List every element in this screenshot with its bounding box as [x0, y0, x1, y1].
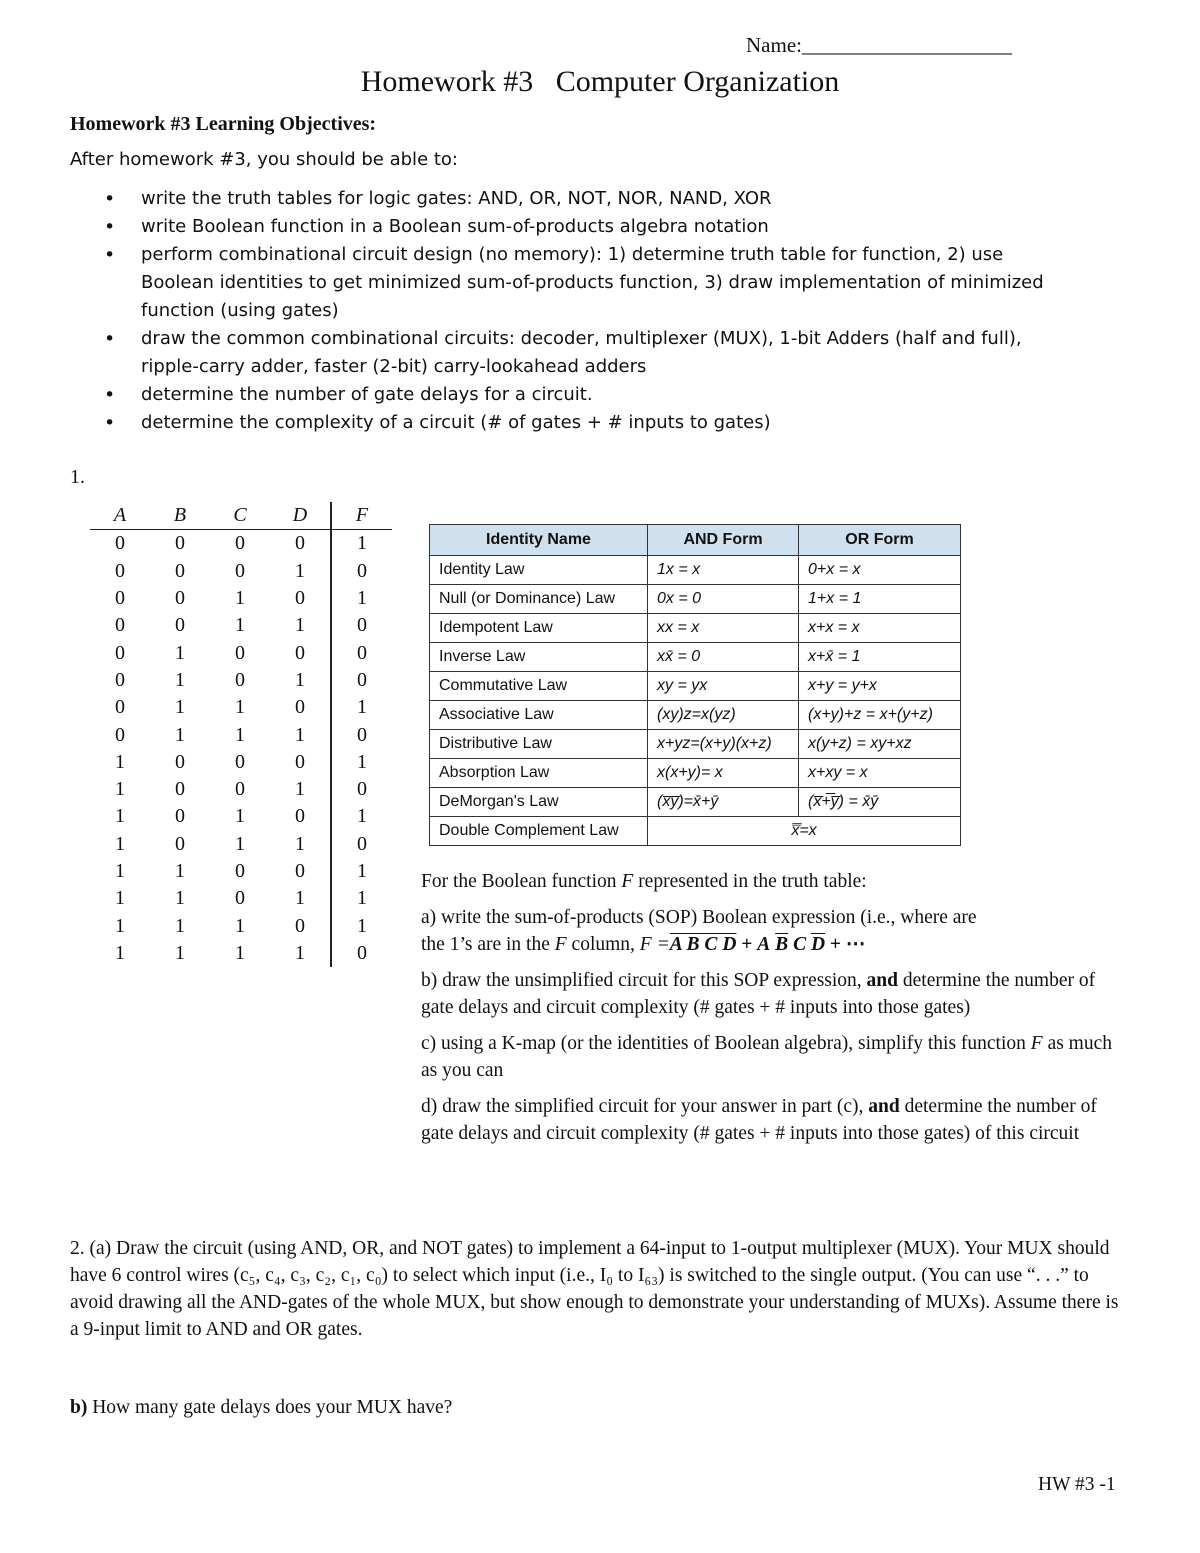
and-form-cell: xy = yx: [648, 672, 799, 701]
and-form-cell: xx = x: [648, 614, 799, 643]
and-form-cell: x(x+y)= x: [648, 759, 799, 788]
or-form-cell: x+xy = x: [799, 759, 961, 788]
q1-part-b: b) draw the unsimplified circuit for this SOP expression, and determine the number of gate delays and circuit complexity (# gates + # inputs into those gates): [421, 970, 1096, 1018]
truth-table-header: A: [90, 502, 150, 530]
truth-table-cell: 1: [295, 778, 305, 801]
truth-table-cell: 1: [331, 885, 392, 912]
truth-table-cell: 0: [295, 860, 305, 882]
objective-item: • write the truth tables for logic gates: AND, OR, NOT, NOR, NAND, XOR: [104, 185, 1114, 213]
truth-table-header: F: [331, 502, 392, 530]
objective-item: • write Boolean function in a Boolean sum-of-products algebra notation: [104, 213, 1114, 241]
question-2-part-b: b) How many gate delays does your MUX have?: [70, 1397, 453, 1418]
truth-table-cell: 1: [331, 803, 392, 830]
truth-table-header: B: [150, 502, 210, 530]
question-1-text: [421, 868, 1121, 1156]
truth-table-row: [90, 585, 392, 612]
truth-table-cell: 0: [175, 587, 185, 610]
identity-table-row: [430, 585, 961, 614]
identity-table-row: [430, 701, 961, 730]
truth-table: [90, 502, 392, 967]
identity-table-row: [430, 556, 961, 585]
truth-table-cell: 1: [295, 941, 305, 964]
truth-table-cell: 1: [235, 723, 245, 746]
objectives-intro: After homework #3, you should be able to:: [70, 149, 458, 170]
truth-table-row: [90, 612, 392, 639]
and-form-cell: 0x = 0: [648, 585, 799, 614]
objective-item: • determine the number of gate delays for a circuit.: [104, 381, 1114, 409]
objective-item: • perform combinational circuit design (no memory): 1) determine truth table for function, 2) use Boolean identities to get minimized sum-of-products function, 3) draw implementation of minimized function (using gates): [104, 241, 1114, 325]
truth-table-cell: 1: [235, 587, 245, 610]
name-label: Name:: [746, 33, 802, 57]
truth-table-cell: 0: [115, 668, 125, 691]
truth-table-cell: 1: [235, 696, 245, 719]
truth-table-cell: 1: [115, 832, 125, 855]
and-form-cell: (xy)z=x(yz): [648, 701, 799, 730]
truth-table-cell: 0: [175, 614, 185, 637]
objectives-heading: Homework #3 Learning Objectives:: [70, 113, 377, 135]
truth-table-row: [90, 639, 392, 666]
q1-part-d: d) draw the simplified circuit for your answer in part (c), and determine the number of gate delays and circuit complexity (# gates + # inputs into those gates) of this circuit: [421, 1096, 1097, 1144]
truth-table-row: [90, 558, 392, 585]
truth-table-cell: 0: [331, 721, 392, 748]
truth-table-row: [90, 831, 392, 858]
question-1-number: 1.: [70, 466, 85, 488]
truth-table-cell: 0: [295, 750, 305, 773]
truth-table-cell: 0: [235, 559, 245, 582]
name-line: [746, 33, 1012, 58]
truth-table-cell: 1: [331, 694, 392, 721]
truth-table-cell: 1: [235, 805, 245, 828]
truth-table-cell: 0: [331, 776, 392, 803]
truth-table-cell: 1: [175, 641, 185, 664]
truth-table-cell: 0: [331, 831, 392, 858]
truth-table-cell: 1: [115, 941, 125, 964]
truth-table-cell: 1: [175, 914, 185, 937]
truth-table-cell: 1: [115, 914, 125, 937]
truth-table-cell: 1: [331, 530, 392, 558]
truth-table-cell: 0: [295, 805, 305, 828]
truth-table-cell: 0: [175, 778, 185, 801]
identity-table-row: [430, 672, 961, 701]
truth-table-cell: 0: [115, 587, 125, 610]
or-form-cell: x+x = x: [799, 614, 961, 643]
truth-table-cell: 0: [115, 559, 125, 582]
truth-table-cell: 0: [115, 723, 125, 746]
truth-table-cell: 1: [115, 887, 125, 910]
truth-table-cell: 0: [295, 914, 305, 937]
q1-part-c: c) using a K-map (or the identities of Boolean algebra), simplify this function F as much as you can: [421, 1033, 1113, 1081]
truth-table-cell: 1: [295, 668, 305, 691]
truth-table-cell: 0: [235, 668, 245, 691]
and-form-cell: x+yz=(x+y)(x+z): [648, 730, 799, 759]
identity-table-row: [430, 643, 961, 672]
question-2-part-a: 2. (a) Draw the circuit (using AND, OR, and NOT gates) to implement a 64-input to 1-output multiplexer (MUX). Your MUX should have 6 control wires (c₅, c₄, c₃, c₂, c₁, c₀) to select which input (i.e., I₀ to I₆₃) is switched to the single output. (You can use “. . .” to avoid drawing all the AND-gates of the whole MUX, but show enough to demonstrate your understanding of MUXs). Assume there is a 9-input limit to AND and OR gates.: [70, 1238, 1119, 1340]
and-form-cell: (x̅y̅)=x̄+ȳ: [648, 788, 799, 817]
truth-table-cell: 0: [235, 887, 245, 910]
truth-table-cell: 1: [295, 614, 305, 637]
truth-table-cell: 1: [295, 723, 305, 746]
identity-name-cell: Inverse Law: [430, 643, 648, 672]
or-form-cell: (x+y)+z = x+(y+z): [799, 701, 961, 730]
objectives-list: [104, 185, 1114, 437]
truth-table-row: [90, 749, 392, 776]
truth-table-cell: 0: [175, 805, 185, 828]
identity-table-row: [430, 759, 961, 788]
truth-table-cell: 1: [331, 585, 392, 612]
identity-table-header-row: [430, 525, 961, 556]
truth-table-cell: 0: [331, 558, 392, 585]
or-form-cell: x(y+z) = xy+xz: [799, 730, 961, 759]
or-form-cell: x+y = y+x: [799, 672, 961, 701]
identity-table-row: [430, 614, 961, 643]
truth-table-cell: 1: [175, 668, 185, 691]
truth-table-row: [90, 667, 392, 694]
truth-table-cell: 0: [115, 641, 125, 664]
truth-table-cell: 1: [115, 860, 125, 882]
truth-table-cell: 1: [235, 832, 245, 855]
sop-term-1: A B C D: [669, 934, 737, 955]
truth-table-cell: 0: [235, 750, 245, 773]
identity-name-cell: Absorption Law: [430, 759, 648, 788]
truth-table-cell: 1: [115, 778, 125, 801]
truth-table-cell: 1: [331, 912, 392, 939]
truth-table-cell: 0: [175, 532, 185, 555]
or-form-cell: 1+x = 1: [799, 585, 961, 614]
identity-table-header: AND Form: [648, 525, 799, 556]
or-form-cell: 0+x = x: [799, 556, 961, 585]
truth-table-cell: 0: [175, 559, 185, 582]
page-title: Homework #3 Computer Organization: [360, 65, 840, 98]
truth-table-cell: 1: [295, 559, 305, 582]
truth-table-header-row: [90, 502, 392, 530]
truth-table-cell: 0: [175, 832, 185, 855]
and-form-cell: 1x = x: [648, 556, 799, 585]
truth-table-cell: 0: [331, 639, 392, 666]
truth-table-cell: 0: [175, 750, 185, 773]
identity-table-header: Identity Name: [430, 525, 648, 556]
truth-table-cell: 0: [331, 612, 392, 639]
truth-table-cell: 0: [295, 587, 305, 610]
identity-table-header: OR Form: [799, 525, 961, 556]
double-complement-form-cell: x̿=x: [648, 817, 961, 846]
truth-table-row: [90, 858, 392, 885]
truth-table-row: [90, 885, 392, 912]
truth-table-cell: 1: [235, 614, 245, 637]
truth-table-cell: 0: [331, 667, 392, 694]
truth-table-cell: 1: [115, 750, 125, 773]
truth-table-cell: 0: [115, 532, 125, 555]
identity-name-cell: Associative Law: [430, 701, 648, 730]
identity-name-cell: Null (or Dominance) Law: [430, 585, 648, 614]
page-footer: HW #3 -1: [1038, 1474, 1116, 1495]
truth-table-cell: 1: [331, 749, 392, 776]
truth-table-cell: 0: [115, 614, 125, 637]
truth-table-cell: 1: [295, 887, 305, 910]
truth-table-cell: 0: [235, 532, 245, 555]
truth-table-cell: 0: [295, 696, 305, 719]
truth-table-cell: 1: [295, 832, 305, 855]
truth-table-cell: 1: [115, 805, 125, 828]
objective-item: • determine the complexity of a circuit (# of gates + # inputs to gates): [104, 409, 1114, 437]
identity-name-cell: Idempotent Law: [430, 614, 648, 643]
truth-table-cell: 0: [235, 778, 245, 801]
identity-table-row: [430, 817, 961, 846]
truth-table-cell: 1: [331, 858, 392, 885]
truth-table-cell: 0: [235, 860, 245, 882]
truth-table-row: [90, 530, 392, 558]
truth-table-cell: 0: [295, 532, 305, 555]
truth-table-header: D: [270, 502, 331, 530]
truth-table-cell: 0: [295, 641, 305, 664]
truth-table-row: [90, 940, 392, 967]
truth-table-row: [90, 694, 392, 721]
objective-item: • draw the common combinational circuits: decoder, multiplexer (MUX), 1-bit Adders (half and full), ripple-carry adder, faster (2-bit) carry-lookahead adders: [104, 325, 1114, 381]
q1-part-a: a) write the sum-of-products (SOP) Boolean expression (i.e., where are the 1’s are in the F column, F =A B C D + A $\overline{B}$ C $\overline{D}$ + ⋯: [421, 907, 977, 955]
and-form-cell: xx̄ = 0: [648, 643, 799, 672]
identity-name-cell: DeMorgan's Law: [430, 788, 648, 817]
truth-table-row: [90, 721, 392, 748]
truth-table-cell: 0: [235, 641, 245, 664]
truth-table-cell: 1: [175, 887, 185, 910]
truth-table-cell: 1: [175, 723, 185, 746]
truth-table-cell: 0: [331, 940, 392, 967]
identity-name-cell: Commutative Law: [430, 672, 648, 701]
truth-table-cell: 1: [175, 696, 185, 719]
identity-name-cell: Double Complement Law: [430, 817, 648, 846]
truth-table-row: [90, 912, 392, 939]
q1-intro: For the Boolean function F represented in the truth table:: [421, 871, 867, 892]
or-form-cell: x+x̄ = 1: [799, 643, 961, 672]
truth-table-cell: 1: [235, 941, 245, 964]
name-blank: ____________________: [801, 33, 1012, 57]
identity-table: [429, 524, 961, 846]
identity-name-cell: Distributive Law: [430, 730, 648, 759]
truth-table-cell: 1: [235, 914, 245, 937]
identity-table-row: [430, 788, 961, 817]
truth-table-cell: 1: [175, 941, 185, 964]
truth-table-cell: 1: [175, 860, 185, 882]
identity-table-row: [430, 730, 961, 759]
identity-name-cell: Identity Law: [430, 556, 648, 585]
truth-table-cell: 0: [115, 696, 125, 719]
truth-table-row: [90, 776, 392, 803]
truth-table-row: [90, 803, 392, 830]
or-form-cell: (x̅+̅y̅) = x̄ȳ: [799, 788, 961, 817]
truth-table-header: C: [210, 502, 270, 530]
